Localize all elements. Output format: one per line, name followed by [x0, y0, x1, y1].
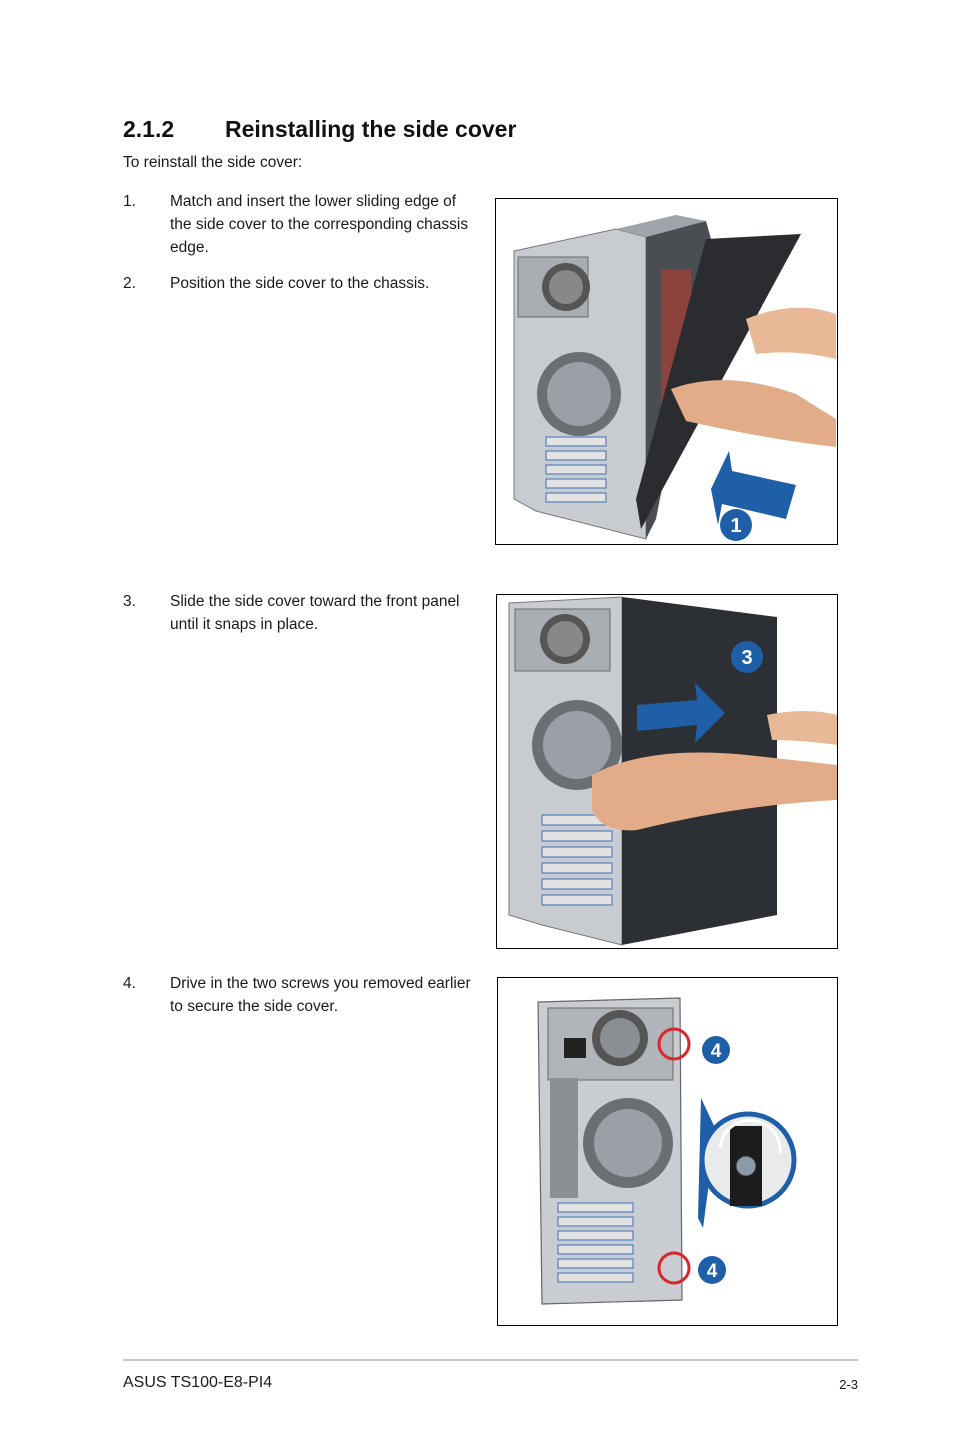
- footer-product: ASUS TS100-E8-PI4: [123, 1374, 273, 1391]
- step-4: [123, 972, 475, 1018]
- figure-slide-cover: [496, 594, 838, 949]
- callout-number: 4: [710, 1041, 722, 1062]
- section-heading: [123, 116, 516, 143]
- figure-slide-cover-illustration: [497, 595, 837, 948]
- section-number: 2.1.2: [123, 116, 175, 142]
- callout-number: 4: [706, 1261, 718, 1282]
- power-socket-icon: [564, 1038, 586, 1058]
- callout-number: 3: [741, 647, 753, 669]
- step-text: Drive in the two screws you removed earlier to secure the side cover.: [170, 975, 471, 1015]
- arrow-icon: [711, 451, 796, 525]
- step-text: Position the side cover to the chassis.: [170, 275, 430, 292]
- step-number: 4.: [123, 975, 136, 992]
- step-2: [123, 272, 475, 295]
- step-text: Slide the side cover toward the front panel until it snaps in place.: [170, 593, 460, 633]
- figure-drive-screws-illustration: [498, 978, 837, 1325]
- figure-insert-cover-illustration: [496, 199, 837, 544]
- section-title: Reinstalling the side cover: [225, 116, 517, 142]
- step-number: 3.: [123, 593, 136, 610]
- step-3: [123, 590, 475, 636]
- footer-divider: [123, 1359, 858, 1361]
- step-number: 2.: [123, 275, 136, 292]
- figure-insert-cover: [495, 198, 838, 545]
- step-text: Match and insert the lower sliding edge of the side cover to the corresponding chassis edge.: [170, 193, 469, 256]
- step-1: [123, 190, 475, 259]
- step-number: 1.: [123, 193, 136, 210]
- page-number: 2-3: [839, 1377, 858, 1392]
- callout-number: 1: [730, 515, 742, 537]
- figure-drive-screws: [497, 977, 838, 1326]
- intro-text: To reinstall the side cover:: [123, 154, 303, 171]
- screw-icon: [736, 1156, 756, 1176]
